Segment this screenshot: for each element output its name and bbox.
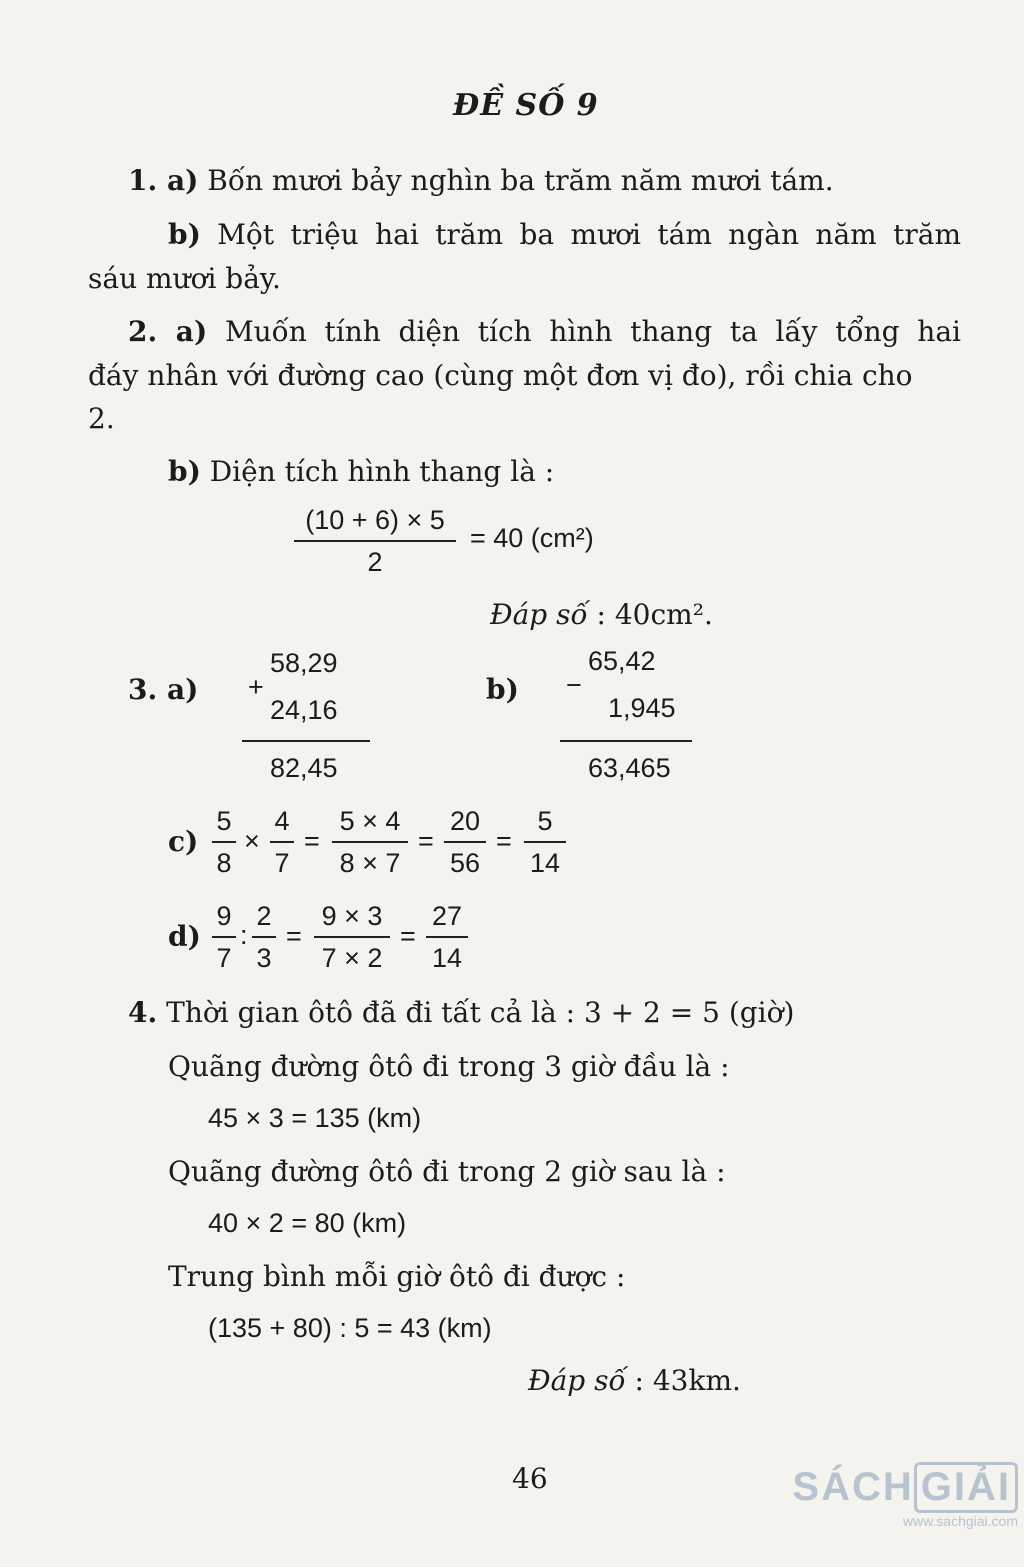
equals-sign: = — [400, 921, 416, 951]
q2-a-text-1: Muốn tính diện tích hình thang ta lấy tổng hai — [224, 315, 961, 348]
q2-a-line3: 2. — [88, 402, 115, 435]
q4-answer-label: Đáp số — [528, 1364, 626, 1397]
numerator: 5 × 4 — [339, 806, 401, 836]
q3b-rule — [560, 740, 692, 742]
page-title: ĐỀ SỐ 9 — [453, 88, 599, 123]
q2-a-line2: đáy nhân với đường cao (cùng một đơn vị đo), rồi chia cho — [88, 359, 913, 392]
q3d-label: d) — [168, 920, 201, 953]
watermark-url: www.sachgiai.com — [902, 1513, 1018, 1529]
area-denominator: 2 — [367, 547, 383, 577]
q3a-plus: + — [248, 672, 264, 702]
q3c-frac-5 — [524, 805, 566, 879]
denominator: 8 × 7 — [339, 848, 401, 878]
q4-answer — [528, 1364, 741, 1397]
q2-b — [168, 455, 554, 488]
q3d-frac-4 — [426, 900, 468, 974]
fraction-bar — [314, 936, 390, 938]
fraction-bar — [270, 841, 294, 843]
fraction-bar — [212, 841, 236, 843]
q4-calc2: 40 × 2 = 80 (km) — [208, 1208, 407, 1238]
equals-sign: = — [418, 826, 434, 856]
q3b-result: 63,465 — [588, 753, 671, 783]
numerator: 4 — [274, 806, 290, 836]
denominator: 3 — [256, 943, 272, 973]
q3d-frac-2 — [252, 900, 276, 974]
numerator: 20 — [449, 806, 481, 836]
q3c-frac-1 — [212, 805, 236, 879]
q3a-result: 82,45 — [270, 753, 338, 783]
page-number: 46 — [512, 1462, 548, 1495]
q2-b-text: Diện tích hình thang là : — [209, 455, 555, 488]
denominator: 8 — [216, 848, 232, 878]
q3d-frac-3 — [314, 900, 390, 974]
numerator: 9 — [216, 901, 232, 931]
denominator: 7 × 2 — [321, 943, 383, 973]
fraction-bar — [426, 936, 468, 938]
q1-b-line1 — [168, 218, 961, 251]
fraction-bar — [252, 936, 276, 938]
watermark-brand-right: GIẢI — [914, 1462, 1018, 1513]
q4-line3: Quãng đường ôtô đi trong 2 giờ sau là : — [168, 1155, 726, 1188]
times-sign: × — [244, 826, 260, 856]
q4-text-1: Thời gian ôtô đã đi tất cả là : 3 + 2 = 5 (giờ) — [166, 996, 795, 1029]
denominator: 14 — [431, 943, 463, 973]
q3c-frac-4 — [444, 805, 486, 879]
q1-b-text-1: Một triệu hai trăm ba mươi tám ngàn năm trăm — [217, 218, 961, 251]
area-fraction — [294, 504, 456, 578]
q4-line1 — [128, 996, 794, 1029]
q4-label: 4. — [128, 996, 158, 1029]
numerator: 9 × 3 — [321, 901, 383, 931]
q3a-rule — [242, 740, 370, 742]
q1-b-label: b) — [168, 218, 201, 251]
q3c-label: c) — [168, 825, 199, 858]
q4-calc1: 45 × 3 = 135 (km) — [208, 1103, 422, 1133]
denominator: 56 — [449, 848, 481, 878]
watermark-brand-left: SÁCH — [792, 1465, 914, 1509]
watermark-logo — [792, 1462, 1018, 1529]
q3d-frac-1 — [212, 900, 236, 974]
q4-line4: Trung bình mỗi giờ ôtô đi được : — [168, 1260, 626, 1293]
divide-sign: : — [240, 920, 248, 950]
q2-answer — [490, 598, 713, 631]
q4-calc3: (135 + 80) : 5 = 43 (km) — [208, 1313, 492, 1343]
q1-a-label: 1. a) — [128, 164, 199, 197]
q4-line2: Quãng đường ôtô đi trong 3 giờ đầu là : — [168, 1050, 730, 1083]
q3b-label: b) — [486, 673, 519, 706]
q3-label: 3. a) — [128, 673, 199, 706]
q1-b-line2: sáu mươi bảy. — [88, 262, 281, 295]
q2-answer-value: : 40cm². — [596, 598, 713, 631]
fraction-bar — [212, 936, 236, 938]
numerator: 5 — [216, 806, 232, 836]
q2-answer-label: Đáp số — [490, 598, 588, 631]
area-result: = 40 (cm²) — [470, 523, 594, 553]
fraction-bar — [294, 540, 456, 542]
q3b-minus: − — [566, 670, 582, 700]
equals-sign: = — [286, 921, 302, 951]
q2-a-line1 — [128, 315, 961, 348]
q3a-bottom: 24,16 — [270, 695, 338, 725]
denominator: 7 — [274, 848, 290, 878]
q3c-frac-3 — [332, 805, 408, 879]
numerator: 2 — [256, 901, 272, 931]
q4-answer-value: : 43km. — [634, 1364, 741, 1397]
q3b-top: 65,42 — [588, 646, 656, 676]
denominator: 14 — [529, 848, 561, 878]
q3a-top: 58,29 — [270, 648, 338, 678]
q1-a-text: Bốn mươi bảy nghìn ba trăm năm mươi tám. — [207, 164, 834, 197]
q3b-bottom: 1,945 — [608, 693, 676, 723]
q3c-frac-2 — [270, 805, 294, 879]
numerator: 5 — [537, 806, 553, 836]
q1-a — [128, 164, 834, 197]
fraction-bar — [332, 841, 408, 843]
q2-b-label: b) — [168, 455, 201, 488]
fraction-bar — [524, 841, 566, 843]
numerator: 27 — [431, 901, 463, 931]
equals-sign: = — [496, 826, 512, 856]
fraction-bar — [444, 841, 486, 843]
denominator: 7 — [216, 943, 232, 973]
q2-a-label: 2. a) — [128, 315, 208, 348]
area-numerator: (10 + 6) × 5 — [305, 505, 445, 535]
equals-sign: = — [304, 826, 320, 856]
